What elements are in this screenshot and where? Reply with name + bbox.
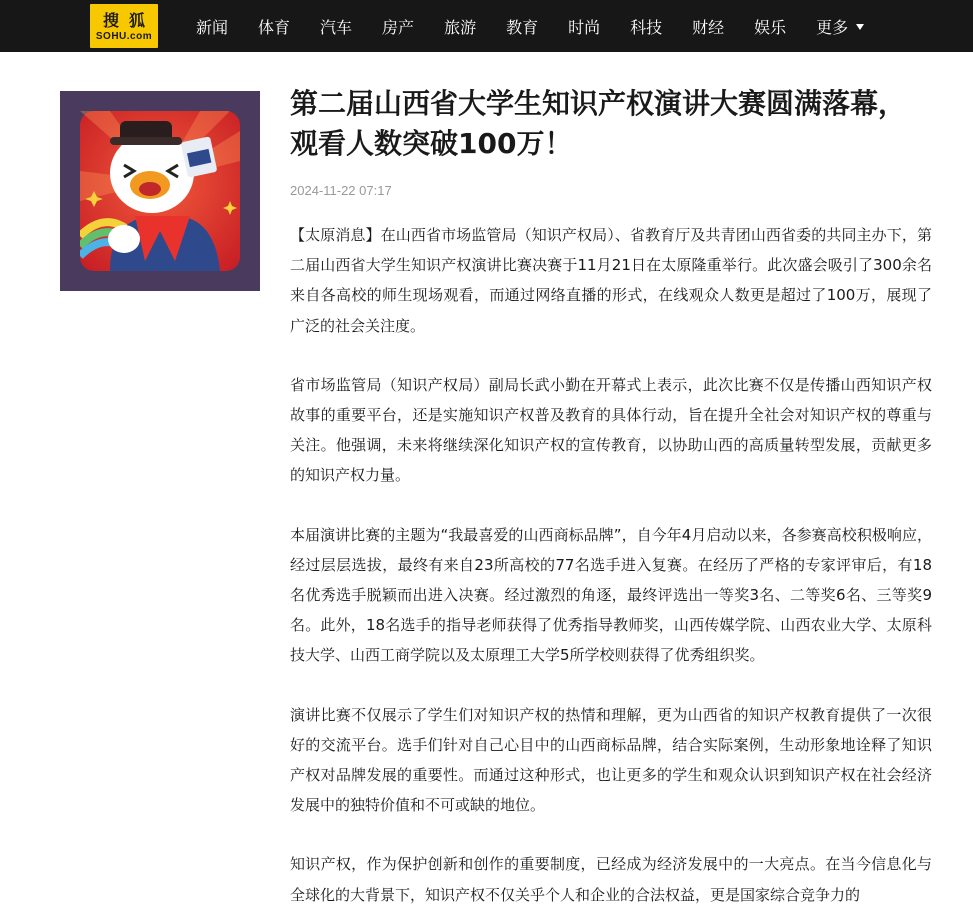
main-nav [196,0,864,52]
top-navigation-bar [0,0,973,52]
article-date: 2024-11-22 07:17 [290,183,392,198]
nav-item-finance[interactable]: 财经 [692,17,725,37]
article-paragraph: 知识产权，作为保护创新和创作的重要制度，已经成为经济发展中的一大亮点。在当今信息化与全球化的大背景下，知识产权不仅关乎个人和企业的合法权益，更是国家综合竞争力的 [290,855,932,904]
nav-item-travel[interactable]: 旅游 [444,17,477,37]
sohu-logo[interactable] [90,4,158,48]
article-paragraph: 演讲比赛不仅展示了学生们对知识产权的热情和理解，更为山西省的知识产权教育提供了一次很好的交流平台。选手们针对自己心目中的山西商标品牌，结合实际案例，生动形象地诠释了知识产权对品牌发展的重要性。而通过这种形式，也让更多的学生和观众认识到知识产权在社会经济发展中的独特价值和不可或缺的地位。 [290,705,932,815]
nav-item-education[interactable]: 教育 [506,17,539,37]
article [290,84,932,910]
nav-item-auto[interactable]: 汽车 [320,17,353,37]
nav-item-sports[interactable]: 体育 [258,17,291,37]
chevron-down-icon [856,24,864,30]
logo-text-en: SOHU.com [95,31,153,42]
article-paragraph: 本届演讲比赛的主题为“我最喜爱的山西商标品牌”，自今年4月启动以来，各参赛高校积极响应，经过层层选拔，最终有来自23所高校的77名选手进入复赛。在经历了严格的专家评审后，有18名优秀选手脱颖而出进入决赛。经过激烈的角逐，最终评选出一等奖3名、二等奖6名、三等奖9名。此外，18名选手的指导老师获得了优秀指导教师奖，山西传媒学院、山西农业大学、太原科技大学、山西工商学院以及太原理工大学5所学校则获得了优秀组织奖。 [290,525,932,665]
nav-more-menu[interactable] [816,15,864,38]
article-title: 第二届山西省大学生知识产权演讲大赛圆满落幕，观看人数突破100万！ [290,87,907,160]
article-paragraph: 省市场监管局（知识产权局）副局长武小勤在开幕式上表示，此次比赛不仅是传播山西知识产权故事的重要平台，还是实施知识产权普及教育的具体行动，旨在提升全社会对知识产权的尊重与关注。他强调，未来将继续深化知识产权的宣传教育，以协助山西的高质量转型发展，贡献更多的知识产权力量。 [290,375,932,485]
logo-text-cn: 搜狐 [102,11,155,30]
nav-more-label: 更多 [816,17,849,37]
cartoon-duck-icon [80,111,240,271]
author-avatar[interactable] [60,91,260,291]
article-paragraph: 【太原消息】在山西省市场监管局（知识产权局）、省教育厅及共青团山西省委的共同主办下，第二届山西省大学生知识产权演讲比赛决赛于11月21日在太原隆重举行。此次盛会吸引了300余名来自各高校的师生现场观看，而通过网络直播的形式，在线观众人数更是超过了100万，展现了广泛的社会关注度。 [290,226,932,335]
nav-item-house[interactable]: 房产 [382,17,415,37]
nav-item-tech[interactable]: 科技 [630,17,663,37]
nav-item-news[interactable]: 新闻 [196,17,229,37]
nav-item-fashion[interactable]: 时尚 [568,17,601,37]
nav-item-entertainment[interactable]: 娱乐 [754,17,787,37]
